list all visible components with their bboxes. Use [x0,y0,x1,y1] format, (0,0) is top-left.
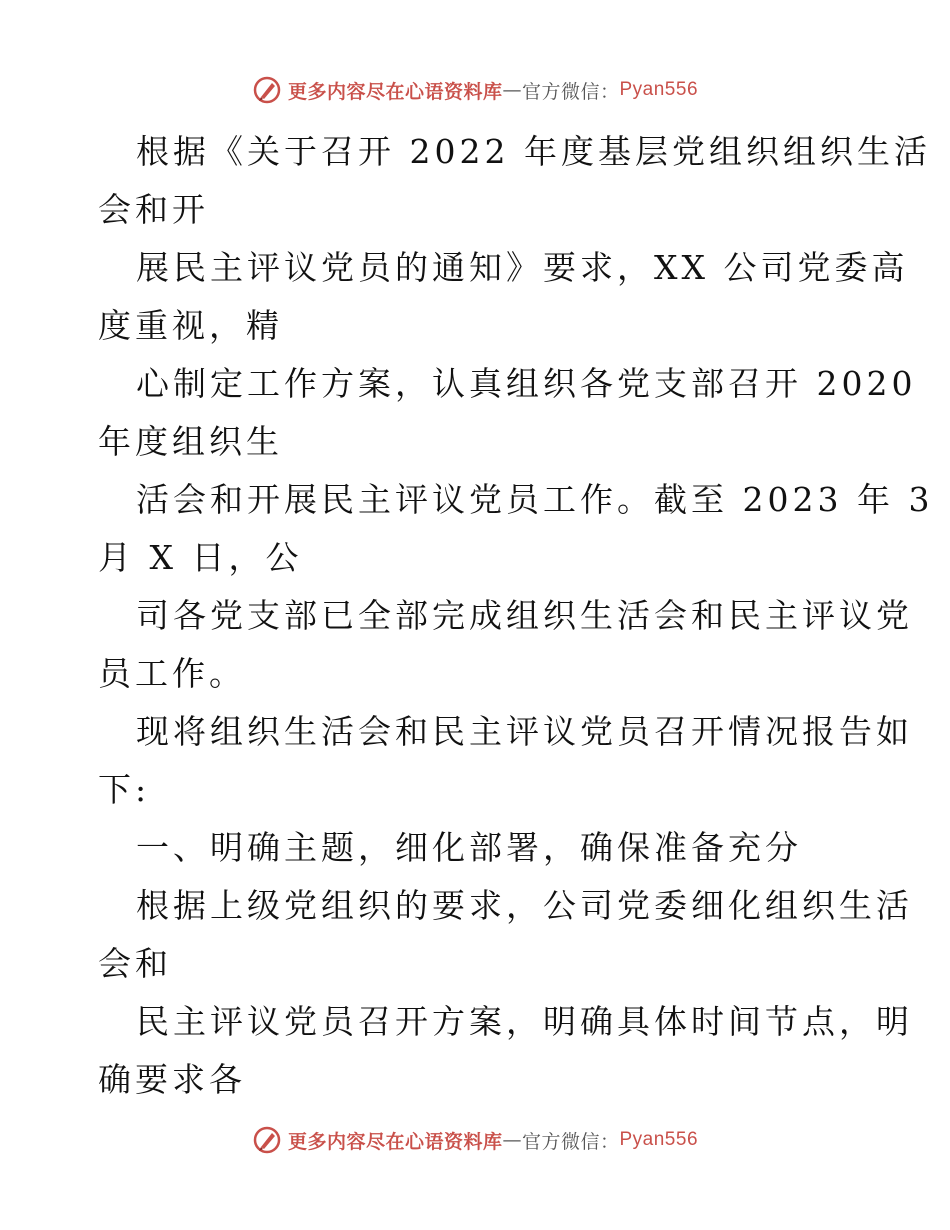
text-line: 展民主评议党员的通知》要求，XX 公司党委高 [136,248,909,287]
watermark-suffix-text: 官方微信： [521,1130,620,1153]
text-line: 心制定工作方案，认真组织各党支部召开 2020 [136,364,917,403]
text-line: 会和开 [98,190,209,229]
section-heading: 一、明确主题，细化部署，确保准备充分 [136,828,802,867]
watermark-main-text: 更多内容尽在心语资料库 [287,80,503,103]
pen-feather-logo-icon [252,75,282,105]
text-line: 月 X 日，公 [98,538,303,577]
text-line: 现将组织生活会和民主评议党员召开情况报告如 [136,712,913,751]
text-line: 会和 [98,944,172,983]
text-line: 活会和开展民主评议党员工作。截至 2023 年 3 [136,480,934,519]
document-body [98,123,934,1109]
text-line: 根据《关于召开 2022 年度基层党组织组织生活 [136,132,931,171]
text-line: 员工作。 [98,654,246,693]
watermark-main-text: 更多内容尽在心语资料库 [287,1130,503,1153]
watermark-account: Pyan556 [619,1129,699,1150]
watermark-footer [0,1120,950,1160]
watermark-dash: — [502,1129,522,1151]
text-line: 确要求各 [98,1060,246,1099]
text-line: 年度组织生 [98,422,283,461]
pen-feather-logo-icon [252,1125,282,1155]
text-line: 司各党支部已全部完成组织生活会和民主评议党 [136,596,913,635]
text-line: 民主评议党员召开方案，明确具体时间节点，明 [136,1002,913,1041]
text-line: 根据上级党组织的要求，公司党委细化组织生活 [136,886,913,925]
text-line: 度重视，精 [98,306,283,345]
watermark-suffix-text: 官方微信： [521,80,620,103]
watermark-dash: — [502,79,522,101]
watermark-account: Pyan556 [619,79,699,100]
text-line: 下: [98,770,151,809]
watermark-header [0,70,950,110]
